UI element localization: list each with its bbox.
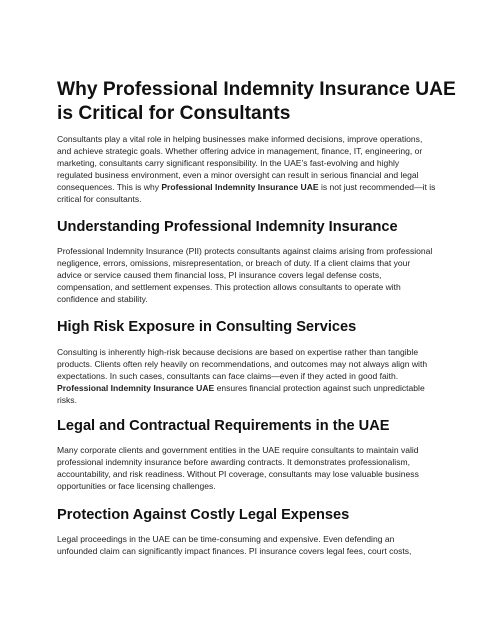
intro-text: Consultants play a vital role in helping businesses make informed decisions, improve operations, and achieve strategic goals. Whether offering advice in management, finance, IT, engineering, or marketing, consultants carry significant responsibility. In the UAE’s fast-evolving and highly regulated business environment, even a minor oversight can result in serious financial and legal consequences. This is why xyxy=(57,134,423,193)
section-paragraph-high-risk xyxy=(57,346,437,406)
section-heading-understanding: Understanding Professional Indemnity Insurance xyxy=(57,219,398,235)
high-risk-text: Consulting is inherently high-risk because decisions are based on expertise rather than tangible products. Clients often rely heavily on recommendations, and outcomes may not always align with expectations. In such cases, consultants can face claims—even if they acted in good faith. xyxy=(57,347,428,382)
section-heading-legal: Legal and Contractual Requirements in the UAE xyxy=(57,418,390,434)
page-title: Why Professional Indemnity Insurance UAE is Critical for Consultants xyxy=(57,79,456,124)
intro-tail: is not just recommended—it is critical for consultants. xyxy=(57,182,436,205)
section-paragraph-legal: Many corporate clients and government entities in the UAE require consultants to maintain valid professional indemnity insurance before awarding contracts. It demonstrates professionalism, accountability, and risk readiness. Without PI coverage, consultants may lose valuable business opportunities or face licensing challenges. xyxy=(57,445,419,492)
section-paragraph-understanding: Professional Indemnity Insurance (PII) protects consultants against claims arising from professional negligence, errors, omissions, misrepresentation, or breach of duty. If a client claims that your advice or service caused them financial loss, PI insurance covers legal defense costs, compensation, and settlement expenses. This protection allows consultants to operate with confidence and stability. xyxy=(57,246,433,305)
section-paragraph-protection: Legal proceedings in the UAE can be time-consuming and expensive. Even defending an unfounded claim can significantly impact finances. PI insurance covers legal fees, court costs, xyxy=(57,534,412,557)
high-risk-tail: ensures financial protection against such unpredictable risks. xyxy=(57,383,425,406)
section-heading-protection: Protection Against Costly Legal Expenses xyxy=(57,507,350,523)
intro-bold: Professional Indemnity Insurance UAE xyxy=(161,182,319,193)
high-risk-bold: Professional Indemnity Insurance UAE xyxy=(57,383,215,394)
intro-paragraph xyxy=(57,133,437,206)
section-heading-high-risk: High Risk Exposure in Consulting Services xyxy=(57,319,357,335)
